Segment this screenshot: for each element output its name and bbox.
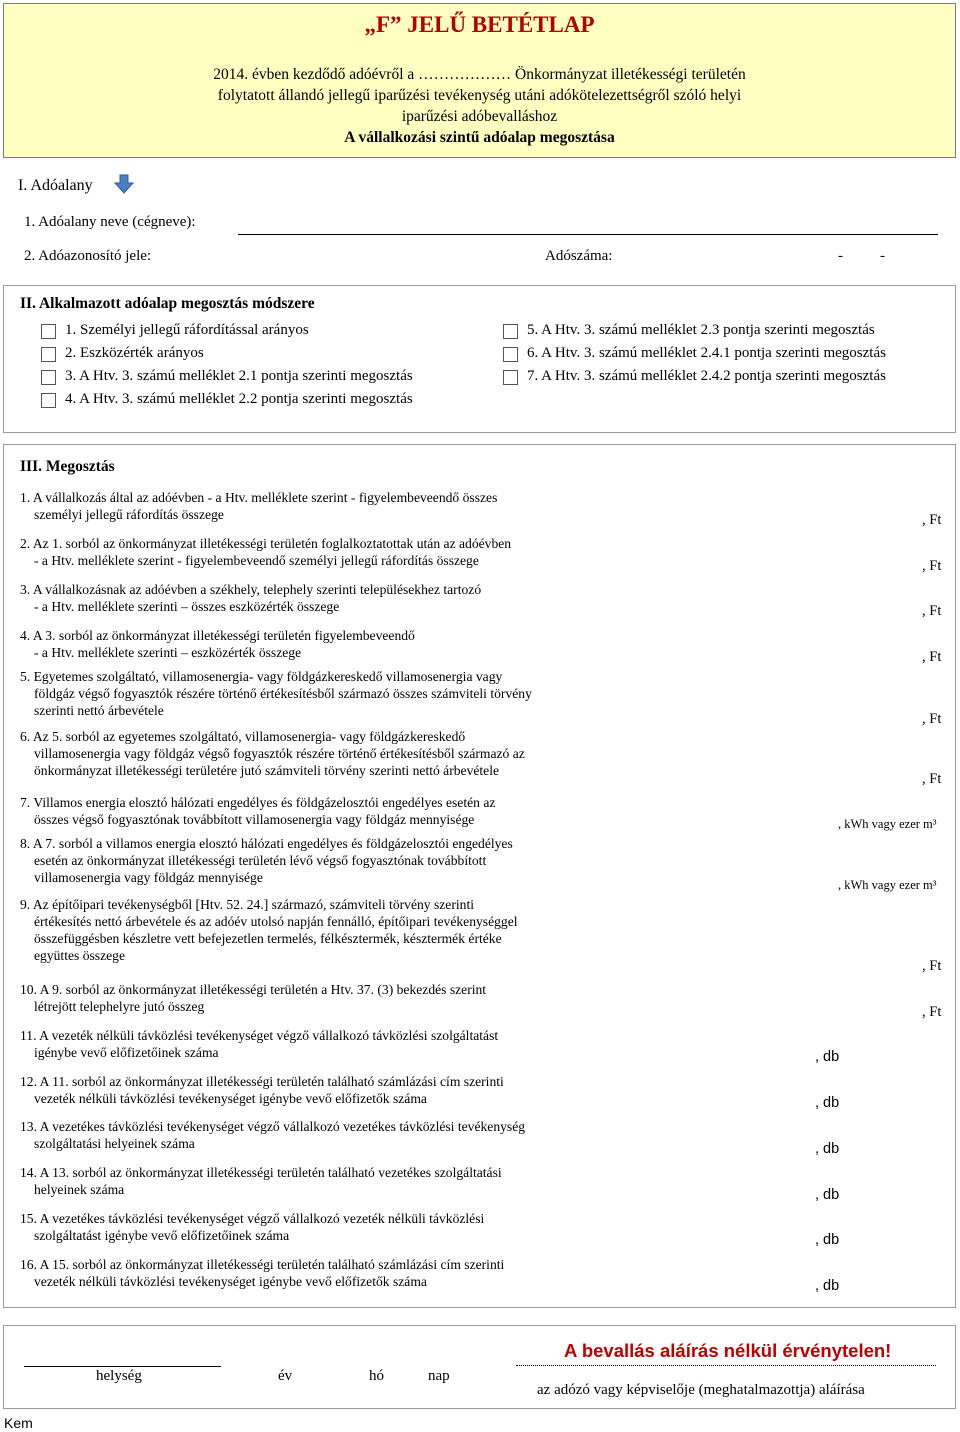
year-label: év [278,1368,293,1384]
row-14-text: helyeinek száma [34,1182,125,1197]
header-line-1: 2014. évben kezdődő adóévről a ……………… Önkormányzat illetékességi területén [213,66,746,83]
row-5-text: földgáz végső fogyasztók részére történő értékesítésből származó összes számviteli törvény [34,686,532,701]
row-4-value-field[interactable]: , Ft [922,649,942,665]
row-5-value-field[interactable]: , Ft [922,711,942,727]
row-7-text: összes végső fogyasztónak továbbított villamosenergia vagy földgáz mennyisége [34,812,475,827]
section-2-title: II. Alkalmazott adóalap megosztás módszere [20,295,315,312]
day-label: nap [428,1368,450,1384]
section-3-title: III. Megosztás [20,458,115,475]
row-7-value-field[interactable]: , kWh vagy ezer m³ [838,817,937,831]
row-12-value-field[interactable]: , db [815,1095,840,1111]
place-field[interactable] [24,1366,221,1367]
method-7-label: 7. A Htv. 3. számú melléklet 2.4.2 pontja szerinti megosztás [527,368,886,384]
method-5-checkbox[interactable] [503,324,518,339]
row-3-text: 3. A vállalkozásnak az adóévben a székhely, telephely szerinti településekhez tartozó [20,582,482,597]
month-label: hó [369,1368,384,1384]
header-panel [3,3,956,158]
tax-number-separator: - [880,248,885,264]
header-line-4: A vállalkozási szintű adóalap megosztása [344,129,615,146]
taxpayer-name-label: 1. Adóalany neve (cégneve): [24,214,196,230]
row-1-text: 1. A vállalkozás által az adóévben - a Htv. melléklete szerint - figyelembeveendő összes [20,490,498,505]
row-6-text: villamosenergia vagy földgáz végső fogyasztók részére történő értékesítésből származó az [34,746,525,761]
row-4-text: 4. A 3. sorból az önkormányzat illetékességi területén figyelembeveendő [20,628,415,643]
method-1-label: 1. Személyi jellegű ráfordítással arányos [65,322,309,338]
row-8-text: esetén az önkormányzat illetékességi területén lévő végső fogyasztónak továbbított [34,853,487,868]
row-2-text: - a Htv. melléklete szerint - figyelembeveendő személyi jellegű ráfordítás összege [34,553,479,568]
method-6-checkbox[interactable] [503,347,518,362]
row-9-value-field[interactable]: , Ft [922,958,942,974]
row-1-text: személyi jellegű ráfordítás összege [34,507,224,522]
row-3-value-field[interactable]: , Ft [922,603,942,619]
row-8-text: 8. A 7. sorból a villamos energia elosztó hálózati engedélyes és földgázelosztói engedélyes [20,836,513,851]
arrow-down-icon [113,173,135,195]
row-2-value-field[interactable]: , Ft [922,558,942,574]
tax-number-separator: - [838,248,843,264]
row-7-text: 7. Villamos energia elosztó hálózati engedélyes és földgázelosztói engedélyes esetén az [20,795,496,810]
row-8-text: villamosenergia vagy földgáz mennyisége [34,870,263,885]
row-3-text: - a Htv. melléklete szerinti – összes eszközérték összege [34,599,340,614]
method-2-checkbox[interactable] [41,347,56,362]
row-13-text: 13. A vezetékes távközlési tevékenységet végző vállalkozó vezetékes távközlési tevékenység [20,1119,526,1134]
signature-field[interactable] [516,1365,936,1366]
tax-number-label: Adószáma: [545,248,613,264]
row-2-text: 2. Az 1. sorból az önkormányzat illetékességi területén foglalkoztatottak után az adóévben [20,536,512,551]
row-11-text: igénybe vevő előfizetőinek száma [34,1045,219,1060]
row-16-text: 16. A 15. sorból az önkormányzat illetékességi területén található számlázási cím szerinti [20,1257,505,1272]
row-10-value-field[interactable]: , Ft [922,1004,942,1020]
row-5-text: 5. Egyetemes szolgáltató, villamosenergia- vagy földgázkereskedő villamosenergia vagy [20,669,503,684]
header-line-3: iparűzési adóbevalláshoz [401,108,558,125]
row-9-text: összefüggésben készletre vett befejezetlen termelés, félkésztermék, késztermék értéke [34,931,502,946]
form-title: „F” JELŰ BETÉTLAP [364,12,595,37]
row-9-text: együttes összege [34,948,125,963]
row-10-text: létrejött telephelyre jutó összeg [34,999,205,1014]
row-15-value-field[interactable]: , db [815,1232,840,1248]
method-3-checkbox[interactable] [41,370,56,385]
row-16-value-field[interactable]: , db [815,1278,840,1294]
row-14-text: 14. A 13. sorból az önkormányzat illetékességi területén található vezetékes szolgáltatási [20,1165,502,1180]
section-1-title: I. Adóalany [18,177,93,194]
method-7-checkbox[interactable] [503,370,518,385]
row-14-value-field[interactable]: , db [815,1187,840,1203]
row-6-text: 6. Az 5. sorból az egyetemes szolgáltató, villamosenergia- vagy földgázkereskedő [20,729,466,744]
method-3-label: 3. A Htv. 3. számú melléklet 2.1 pontja szerinti megosztás [65,368,413,384]
method-4-label: 4. A Htv. 3. számú melléklet 2.2 pontja szerinti megosztás [65,391,413,407]
row-15-text: szolgáltatást igénybe vevő előfizetőinek száma [34,1228,290,1243]
row-5-text: szerinti nettó árbevétele [34,703,164,718]
row-9-text: 9. Az építőipari tevékenységből [Htv. 52. 24.] származó, számviteli törvény szerinti [20,897,474,912]
signature-warning: A bevallás aláírás nélkül érvénytelen! [564,1340,892,1361]
row-11-value-field[interactable]: , db [815,1049,840,1065]
tax-id-label: 2. Adóazonosító jele: [24,248,152,264]
row-13-text: szolgáltatási helyeinek száma [34,1136,195,1151]
row-6-text: önkormányzat illetékességi területére jutó számviteli törvény szerinti nettó árbevétele [34,763,500,778]
method-6-label: 6. A Htv. 3. számú melléklet 2.4.1 pontja szerinti megosztás [527,345,886,361]
row-8-value-field[interactable]: , kWh vagy ezer m³ [838,878,937,892]
row-16-text: vezeték nélküli távközlési tevékenységet igénybe vevő előfizetők száma [34,1274,427,1289]
signature-label: az adózó vagy képviselője (meghatalmazottja) aláírása [537,1382,865,1398]
method-2-label: 2. Eszközérték arányos [65,345,204,361]
header-line-2: folytatott állandó jellegű iparűzési tevékenység utáni adókötelezettségről szóló helyi [217,87,742,104]
row-12-text: 12. A 11. sorból az önkormányzat illetékességi területén található számlázási cím szerinti [20,1074,504,1089]
bottom-text: Kem [4,1415,33,1431]
row-6-value-field[interactable]: , Ft [922,771,942,787]
row-9-text: értékesítés nettó árbevétele és az adóév utolsó napján fennálló, építőipari tevékenységgel [34,914,518,929]
row-15-text: 15. A vezetékes távközlési tevékenységet végző vállalkozó vezeték nélküli távközlési [20,1211,485,1226]
taxpayer-name-field[interactable] [238,234,938,235]
row-11-text: 11. A vezeték nélküli távközlési tevékenységet végző vállalkozó távközlési szolgáltatást [20,1028,499,1043]
method-5-label: 5. A Htv. 3. számú melléklet 2.3 pontja szerinti megosztás [527,322,875,338]
row-10-text: 10. A 9. sorból az önkormányzat illetékességi területén a Htv. 37. (3) bekezdés szerint [20,982,487,997]
row-1-value-field[interactable]: , Ft [922,512,942,528]
place-label: helység [96,1368,142,1384]
method-1-checkbox[interactable] [41,324,56,339]
row-12-text: vezeték nélküli távközlési tevékenységet igénybe vevő előfizetők száma [34,1091,427,1106]
method-4-checkbox[interactable] [41,393,56,408]
row-4-text: - a Htv. melléklete szerinti – eszközérték összege [34,645,302,660]
row-13-value-field[interactable]: , db [815,1141,840,1157]
